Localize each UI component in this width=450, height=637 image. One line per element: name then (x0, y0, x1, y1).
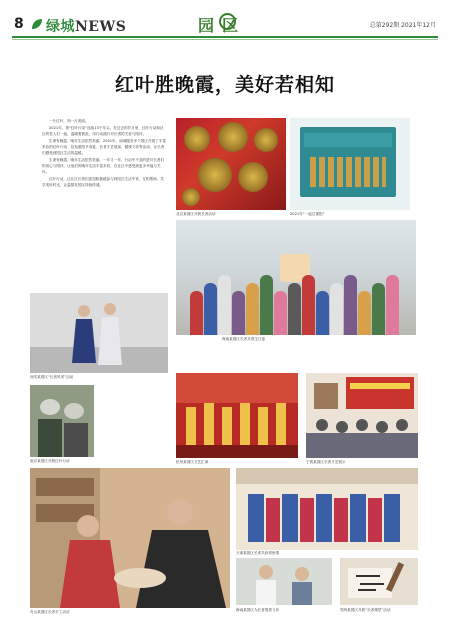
crowd-person (344, 275, 357, 335)
photo-caption: 南京某园区开展红叶行动 (30, 459, 70, 463)
crowd-person (260, 275, 273, 335)
brand-green-text: 绿城 (46, 19, 75, 35)
crowd-person (316, 291, 329, 335)
article-paragraph: 生命有晚霞，晚年生活依然美丽。一年又一年，行动中不变的是对长者们的用心与陪伴，让他们的晚年生活丰富多彩，在社区中感受到更多幸福与关怀。 (42, 158, 164, 174)
photo-dancing-couple (30, 293, 168, 373)
crowd-person (330, 283, 343, 335)
article-paragraph: 生命有晚霞，晚年生活依然美丽。2021年，绿城服务多个园区开展了丰富多彩的红叶行动：包括重阳节寿宴、长者才艺展演、健康义诊等活动，让长者们感受到园区生活的温暖。 (42, 139, 166, 155)
dancers-illustration (30, 293, 168, 373)
photo-handicraft (30, 468, 230, 608)
article-paragraph: 红叶行动，让社区长者们更加积极地参与到园区生活中来，互相帮助，共享美好时光，让温情在园区持续传递。 (42, 177, 164, 187)
article-paragraph: 2021年，第“红叶行动”连续13个年头。在过去的岁月里，红叶行动和社区的老人们一起，温暖着彼此，用行动践行对长者的关爱与陪伴。 (42, 126, 164, 136)
photo-caption: 杭州某园区文艺汇演 (176, 460, 209, 464)
photo-food-platter (176, 118, 286, 210)
photo-caption: 海南某园区为长者提供义诊 (236, 608, 280, 612)
crowd-person (372, 283, 385, 335)
crowd-person (358, 291, 371, 335)
crowd-person (190, 291, 203, 335)
crowd-person (246, 283, 259, 335)
page-headline: 红叶胜晚霞，美好若相知 (114, 74, 335, 96)
article-body (42, 118, 167, 280)
header-rule-thin (12, 39, 438, 40)
photo-birthday-group (176, 220, 416, 335)
gift-box-shape (300, 127, 396, 197)
photo-caption: 宁波某园区长者才艺展示 (306, 460, 346, 464)
crowd-person (386, 275, 399, 335)
photo-talent-show (306, 373, 418, 458)
photo-caption: 海南某园区长者共度生日宴 (222, 337, 266, 341)
crowd-person (218, 275, 231, 335)
crowd-person (288, 283, 301, 335)
crowd-person (232, 291, 245, 335)
photo-calligraphy (340, 558, 418, 605)
photo-health-check (236, 558, 332, 605)
photo-community-group (236, 468, 418, 550)
photo-caption: 2021年“一起过重阳” (290, 212, 325, 216)
page-number: 8 (14, 16, 24, 32)
brand-masthead (46, 16, 126, 36)
crowd-person (302, 275, 315, 335)
header-rule (12, 36, 438, 38)
column-title: 园区 (198, 16, 247, 35)
photo-helmet-group (30, 385, 94, 457)
crowd-person (274, 291, 287, 335)
crowd-person (204, 283, 217, 335)
issue-info: 总第292期 2021年12月 (369, 22, 436, 29)
photo-caption: 北京某园区开展长者活动 (176, 212, 216, 216)
photo-caption: 舟山某园区长者手工活动 (30, 610, 70, 614)
photo-caption: 郑州某园区开展“长者课堂”活动 (340, 608, 391, 612)
brand-news-text: NEWS (75, 19, 127, 35)
photo-caption: 天津某园区长者共叙邻里情 (236, 551, 280, 555)
photo-caption: 西安某园区“长者风采”活动 (30, 375, 74, 379)
photo-stage-performance (176, 373, 298, 458)
article-paragraph: 一片红叶，知一片美丽。 (49, 119, 89, 123)
leaf-logo-icon (30, 17, 44, 31)
